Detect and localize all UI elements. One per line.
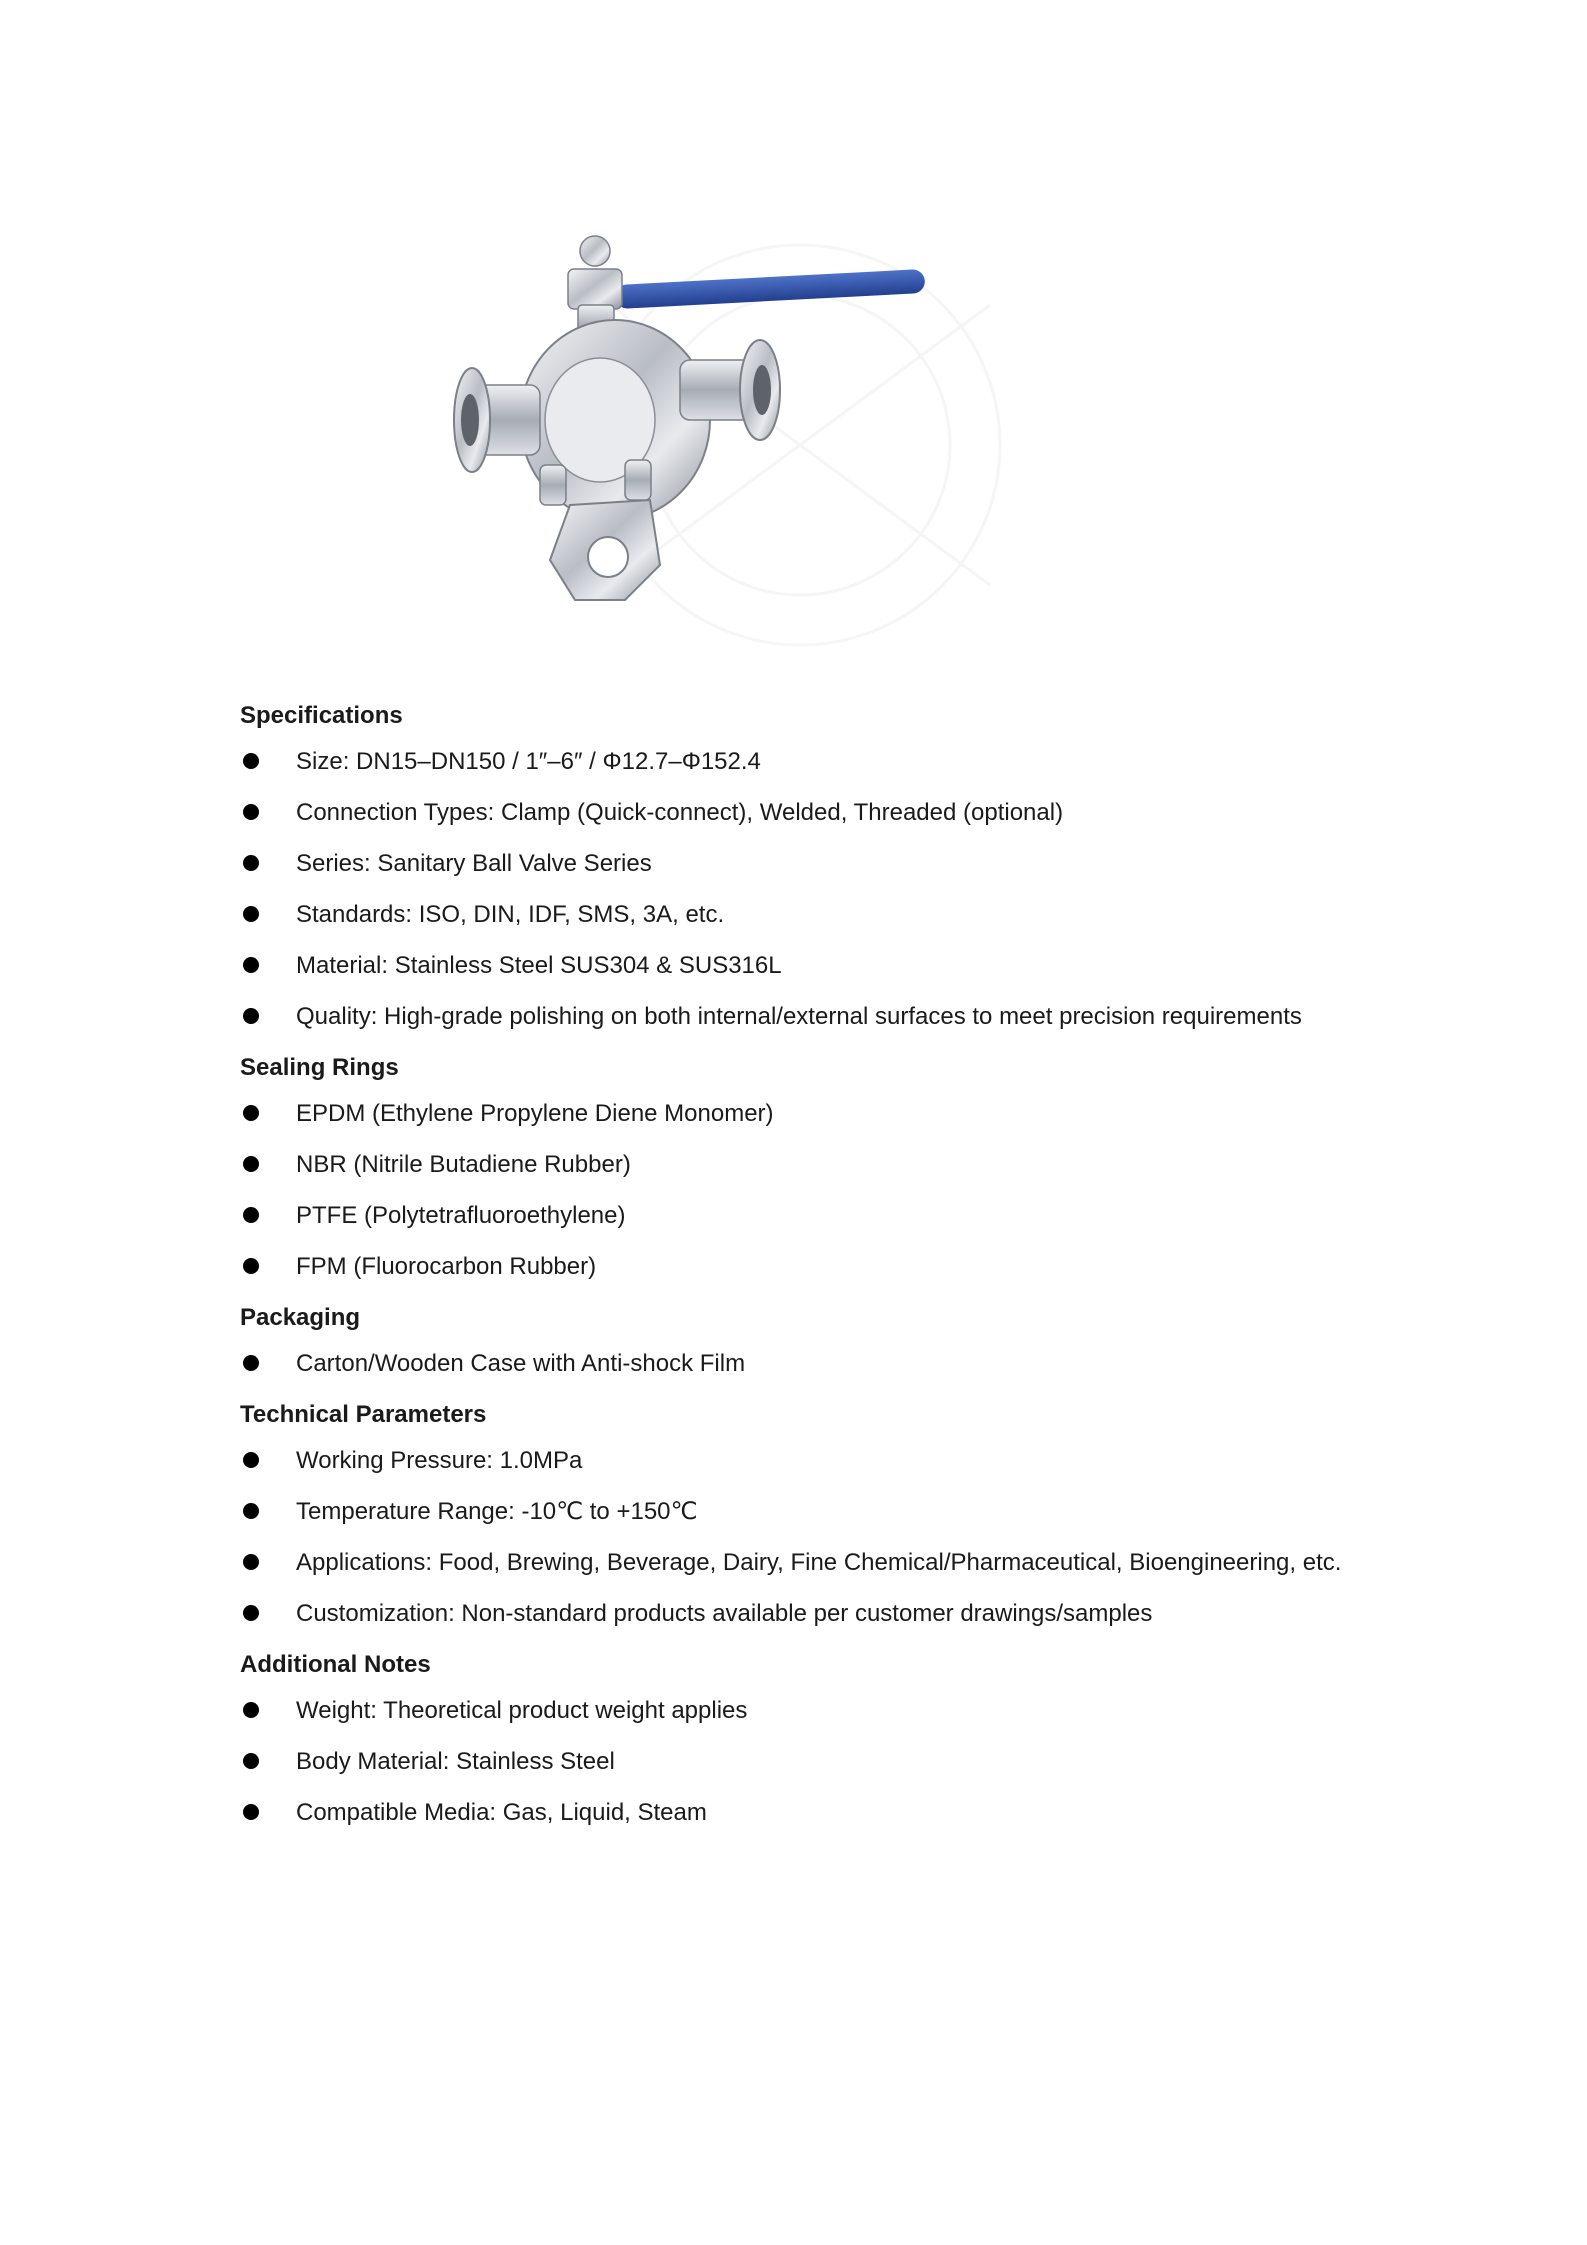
bullet-dot-icon: [243, 1258, 259, 1274]
list-item-text: Carton/Wooden Case with Anti-shock Film: [296, 1350, 746, 1377]
section-heading: Technical Parameters: [240, 1401, 487, 1428]
list-item: [240, 1093, 1360, 1134]
list-item-text: Customization: Non-standard products available per customer drawings/samples: [296, 1600, 1153, 1627]
list-item-text: Standards: ISO, DIN, IDF, SMS, 3A, etc.: [296, 901, 725, 928]
section-heading: Packaging: [240, 1304, 361, 1331]
product-image: [450, 205, 1150, 675]
list-item-text: PTFE (Polytetrafluoroethylene): [296, 1202, 626, 1229]
list-item: [240, 1741, 1360, 1782]
list-item-text: Body Material: Stainless Steel: [296, 1748, 615, 1775]
list-item-text: Connection Types: Clamp (Quick-connect), Welded, Threaded (optional): [296, 799, 1064, 826]
list-item: [240, 1491, 1360, 1532]
list-item: [240, 741, 1360, 782]
list-item-text: Size: DN15–DN150 / 1″–6″ / Φ12.7–Φ152.4: [296, 748, 761, 775]
list-item-text: FPM (Fluorocarbon Rubber): [296, 1253, 597, 1280]
section-sealing-rings: [240, 1047, 1360, 1287]
ball-valve-illustration: [450, 205, 1150, 675]
bullet-dot-icon: [243, 1503, 259, 1519]
spec-list: [240, 1690, 1360, 1833]
section-heading: Sealing Rings: [240, 1054, 399, 1081]
list-item-text: Compatible Media: Gas, Liquid, Steam: [296, 1799, 707, 1826]
bullet-dot-icon: [243, 1753, 259, 1769]
list-item: [240, 894, 1360, 935]
list-item: [240, 843, 1360, 884]
bullet-dot-icon: [243, 855, 259, 871]
section-heading: Specifications: [240, 702, 403, 729]
bullet-dot-icon: [243, 804, 259, 820]
list-item: [240, 1440, 1360, 1481]
list-item: [240, 1542, 1360, 1583]
list-item: [240, 1246, 1360, 1287]
list-item-text: Working Pressure: 1.0MPa: [296, 1447, 583, 1474]
list-item-text: Series: Sanitary Ball Valve Series: [296, 850, 652, 877]
list-item: [240, 945, 1360, 986]
bullet-dot-icon: [243, 1008, 259, 1024]
list-item-text: Temperature Range: -10℃ to +150℃: [296, 1498, 698, 1525]
bullet-dot-icon: [243, 1804, 259, 1820]
list-item-text: Weight: Theoretical product weight applies: [296, 1697, 748, 1724]
bullet-dot-icon: [243, 906, 259, 922]
bullet-dot-icon: [243, 1702, 259, 1718]
spec-list: [240, 1343, 1360, 1384]
spec-list: [240, 741, 1360, 1037]
list-item: [240, 996, 1360, 1037]
list-item: [240, 1144, 1360, 1185]
list-item-text: Quality: High-grade polishing on both internal/external surfaces to meet precision requirements: [296, 1003, 1302, 1030]
section-additional-notes: [240, 1644, 1360, 1833]
list-item: [240, 1195, 1360, 1236]
bullet-dot-icon: [243, 1156, 259, 1172]
list-item: [240, 792, 1360, 833]
bullet-dot-icon: [243, 957, 259, 973]
section-specifications: [240, 695, 1360, 1037]
list-item-text: NBR (Nitrile Butadiene Rubber): [296, 1151, 631, 1178]
section-heading: Additional Notes: [240, 1651, 431, 1678]
section-technical-parameters: [240, 1394, 1360, 1634]
document-body: [240, 695, 1360, 1843]
list-item-text: Applications: Food, Brewing, Beverage, Dairy, Fine Chemical/Pharmaceutical, Bioengineering, etc.: [296, 1549, 1342, 1576]
list-item: [240, 1593, 1360, 1634]
list-item-text: EPDM (Ethylene Propylene Diene Monomer): [296, 1100, 774, 1127]
bullet-dot-icon: [243, 753, 259, 769]
list-item: [240, 1690, 1360, 1731]
list-item: [240, 1343, 1360, 1384]
list-item: [240, 1792, 1360, 1833]
bullet-dot-icon: [243, 1105, 259, 1121]
bullet-dot-icon: [243, 1452, 259, 1468]
bullet-dot-icon: [243, 1355, 259, 1371]
section-packaging: [240, 1297, 1360, 1384]
bullet-dot-icon: [243, 1605, 259, 1621]
spec-list: [240, 1093, 1360, 1287]
spec-list: [240, 1440, 1360, 1634]
list-item-text: Material: Stainless Steel SUS304 & SUS316L: [296, 952, 782, 979]
bullet-dot-icon: [243, 1207, 259, 1223]
bullet-dot-icon: [243, 1554, 259, 1570]
